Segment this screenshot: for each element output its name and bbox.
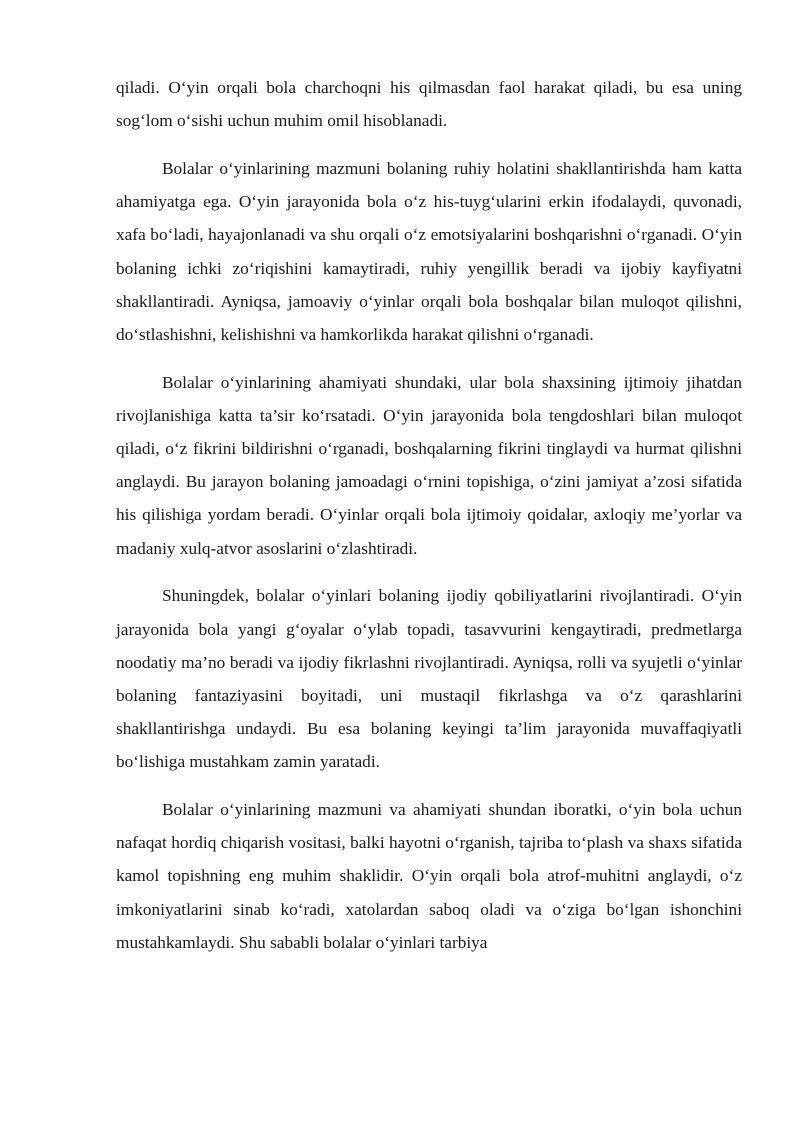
paragraph-emotional-development: Bolalar o‘yinlarining mazmuni bolaning ruhiy holatini shakllantirishda ham katta ahamiyatga ega. O‘yin jarayonida bola o‘z his-tuyg‘ularini erkin ifodalaydi, quvonadi, xafa bo‘ladi, hayajonlanadi va shu orqali o‘z emotsiyalarini boshqarishni o‘rganadi. O‘yin bolaning ichki zo‘riqishini kamaytiradi, ruhiy yengillik beradi va ijobiy kayfiyatni shakllantiradi. Ayniqsa, jamoaviy o‘yinlar orqali bola boshqalar bilan muloqot qilishni, do‘stlashishni, kelishishni va hamkorlikda harakat qilishni o‘rganadi. [116, 158, 742, 344]
body-text [116, 71, 742, 974]
paragraph-conclusion: Bolalar o‘yinlarining mazmuni va ahamiyati shundan iboratki, o‘yin bola uchun nafaqat hordiq chiqarish vositasi, balki hayotni o‘rganish, tajriba to‘plash va shaxs sifatida kamol topishning eng muhim shaklidir. O‘yin orqali bola atrof-muhitni anglaydi, o‘z imkoniyatlarini sinab ko‘radi, xatolardan saboq oladi va o‘ziga bo‘lgan ishonchini mustahkamlaydi. Shu sababli bolalar o‘yinlari tarbiya [116, 800, 742, 952]
paragraph-continuation: qiladi. O‘yin orqali bola charchoqni his qilmasdan faol harakat qiladi, bu esa uning sog‘lom o‘sishi uchun muhim omil hisoblanadi. [116, 78, 742, 131]
paragraph-social-development: Bolalar o‘yinlarining ahamiyati shundaki, ular bola shaxsining ijtimoiy jihatdan rivojlanishiga katta ta’sir ko‘rsatadi. O‘yin jarayonida bola tengdoshlari bilan muloqot qiladi, o‘z fikrini bildirishni o‘rganadi, boshqalarning fikrini tinglaydi va hurmat qilishni anglaydi. Bu jarayon bolaning jamoadagi o‘rnini topishiga, o‘zini jamiyat a’zosi sifatida his qilishiga yordam beradi. O‘yinlar orqali bola ijtimoiy qoidalar, axloqiy me’yorlar va madaniy xulq-atvor asoslarini o‘zlashtiradi. [116, 372, 742, 558]
paragraph-creative-development: Shuningdek, bolalar o‘yinlari bolaning ijodiy qobiliyatlarini rivojlantiradi. O‘yin jarayonida bola yangi g‘oyalar o‘ylab topadi, tasavvurini kengaytiradi, predmetlarga noodatiy ma’no beradi va ijodiy fikrlashni rivojlantiradi. Ayniqsa, rolli va syujetli o‘yinlar bolaning fantaziyasini boyitadi, uni mustaqil fikrlashga va o‘z qarashlarini shakllantirishga undaydi. Bu esa bolaning keyingi ta’lim jarayonida muvaffaqiyatli bo‘lishiga mustahkam zamin yaratadi. [116, 586, 742, 772]
